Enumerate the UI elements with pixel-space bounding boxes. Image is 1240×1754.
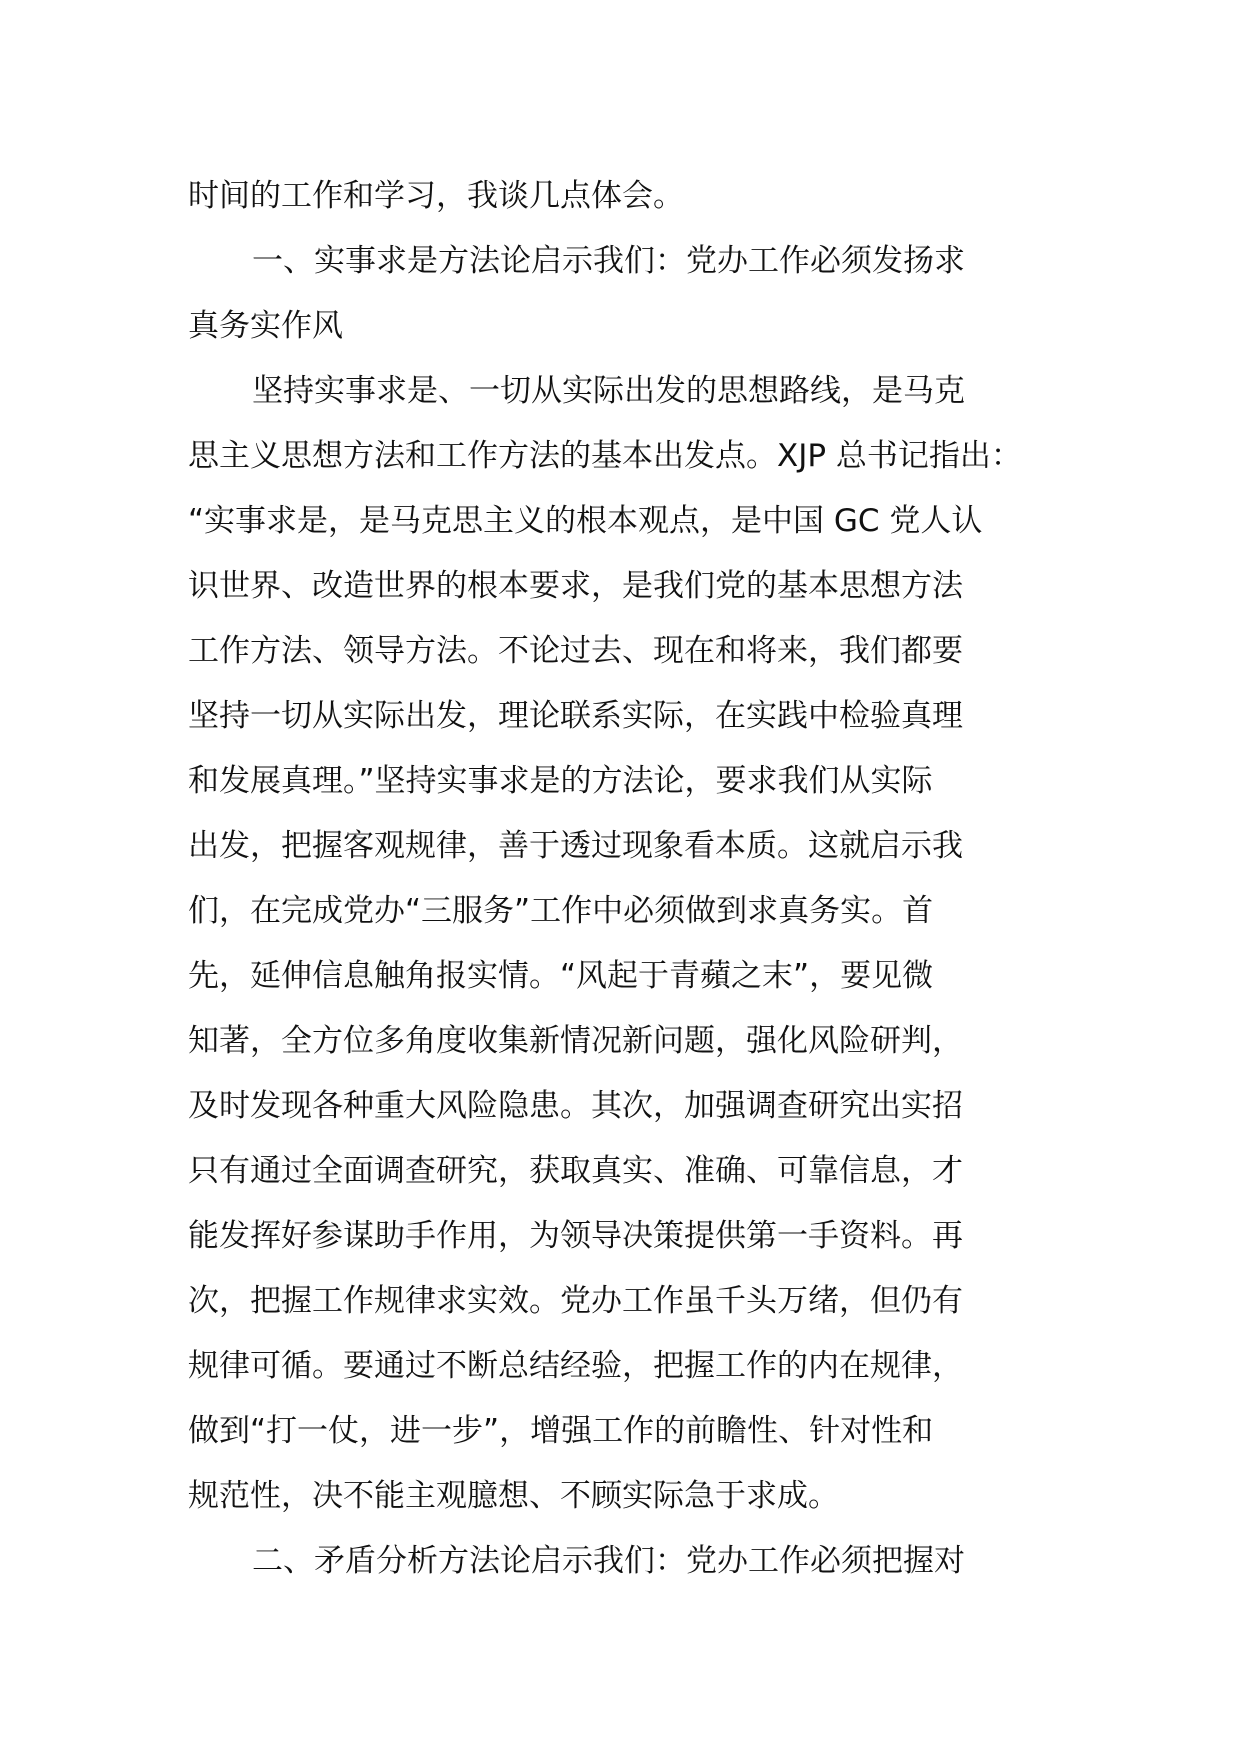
text-line: 时间的工作和学习，我谈几点体会。 xyxy=(188,178,684,214)
paragraph-line: 及时发现各种重大风险隐患。其次，加强调查研究出实招 xyxy=(188,1088,963,1124)
body-text xyxy=(188,164,1068,1594)
paragraph-line: 次，把握工作规律求实效。党办工作虽千头万绪，但仍有 xyxy=(188,1283,963,1319)
paragraph-line: 识世界、改造世界的根本要求，是我们党的基本思想方法 xyxy=(188,568,963,604)
section-heading: 二、矛盾分析方法论启示我们：党办工作必须把握对 xyxy=(252,1543,965,1579)
paragraph-line: 只有通过全面调查研究，获取真实、准确、可靠信息，才 xyxy=(188,1153,963,1189)
paragraph-line: 坚持实事求是、一切从实际出发的思想路线，是马克 xyxy=(252,373,965,409)
paragraph-line: 能发挥好参谋助手作用，为领导决策提供第一手资料。再 xyxy=(188,1218,963,1254)
paragraph-line: “实事求是，是马克思主义的根本观点，是中国 GC 党人认 xyxy=(188,503,983,539)
paragraph-line: 和发展真理。”坚持实事求是的方法论，要求我们从实际 xyxy=(188,763,933,799)
paragraph-line: 们，在完成党办“三服务”工作中必须做到求真务实。首 xyxy=(188,893,934,929)
paragraph-line: 规范性，决不能主观臆想、不顾实际急于求成。 xyxy=(188,1478,839,1514)
paragraph-line: 坚持一切从实际出发，理论联系实际，在实践中检验真理 xyxy=(188,698,963,734)
paragraph-line: 规律可循。要通过不断总结经验，把握工作的内在规律， xyxy=(188,1348,963,1384)
paragraph-line: 知著，全方位多角度收集新情况新问题，强化风险研判， xyxy=(188,1023,963,1059)
paragraph-line: 出发，把握客观规律，善于透过现象看本质。这就启示我 xyxy=(188,828,963,864)
paragraph-line: 先，延伸信息触角报实情。“风起于青蘋之末”，要见微 xyxy=(188,958,934,994)
paragraph-line: 做到“打一仗，进一步”，增强工作的前瞻性、针对性和 xyxy=(188,1413,934,1449)
paragraph-line: 思主义思想方法和工作方法的基本出发点。XJP 总书记指出： xyxy=(188,438,1022,474)
section-heading: 一、实事求是方法论启示我们：党办工作必须发扬求 xyxy=(252,243,965,279)
paragraph-line: 工作方法、领导方法。不论过去、现在和将来，我们都要 xyxy=(188,633,963,669)
section-heading-continued: 真务实作风 xyxy=(188,308,343,344)
